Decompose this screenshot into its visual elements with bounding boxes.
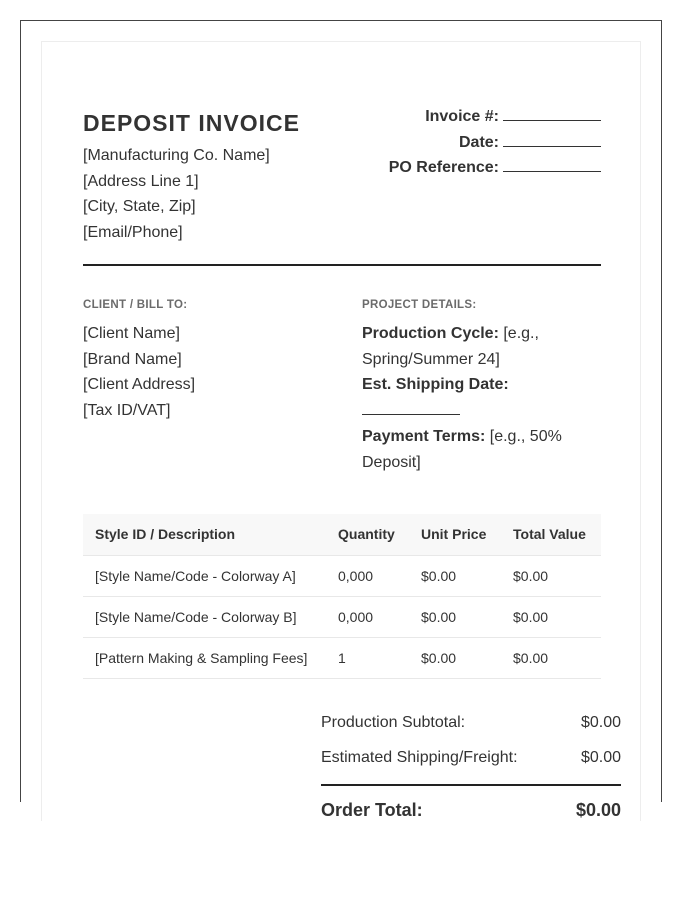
invoice-page — [41, 41, 641, 821]
order-total-value: $0.00 — [575, 800, 621, 820]
production-cycle-label: Production Cycle: — [362, 325, 499, 342]
company-address-line-1: [Address Line 1] — [83, 172, 199, 190]
row-unit-price: $0.00 — [409, 596, 501, 637]
row-total-value: $0.00 — [501, 596, 601, 637]
project-details — [362, 321, 602, 475]
row-total-value: $0.00 — [501, 637, 601, 678]
invoice-meta — [382, 104, 601, 181]
row-description: [Pattern Making & Sampling Fees] — [83, 637, 326, 678]
po-reference-blank[interactable] — [503, 157, 601, 172]
header-divider — [83, 264, 601, 266]
invoice-title: DEPOSIT INVOICE — [83, 110, 300, 136]
order-total-row — [321, 800, 621, 821]
payment-terms-line — [362, 424, 602, 450]
table-row — [83, 555, 601, 596]
production-cycle-line — [362, 321, 602, 347]
company-city-state-zip: [City, State, Zip] — [83, 198, 196, 216]
shipping-value: $0.00 — [580, 749, 621, 766]
client-name: [Client Name] — [83, 325, 180, 342]
subtotal-row — [321, 714, 621, 749]
date-blank[interactable] — [503, 132, 601, 147]
company-name: [Manufacturing Co. Name] — [83, 147, 270, 164]
company-contact: [Email/Phone] — [83, 224, 183, 242]
client-section-label: CLIENT / BILL TO: — [83, 299, 188, 311]
header-description: Style ID / Description — [83, 514, 326, 555]
payment-terms-value-1: [e.g., 50% — [489, 427, 562, 445]
shipping-date-label: Est. Shipping Date: — [362, 376, 509, 394]
client-info — [83, 321, 195, 424]
production-cycle-value-2: Spring/Summer 24] — [362, 350, 500, 368]
project-section-label: PROJECT DETAILS: — [362, 299, 477, 311]
row-unit-price: $0.00 — [409, 555, 501, 596]
invoice-number-blank[interactable] — [503, 106, 601, 121]
invoice-number-label: Invoice #: — [425, 108, 499, 125]
date-row — [382, 130, 601, 156]
brand-name: [Brand Name] — [83, 350, 182, 368]
subtotal-label: Production Subtotal: — [321, 714, 466, 731]
client-address: [Client Address] — [83, 376, 196, 394]
table-row — [83, 637, 601, 678]
invoice-number-row — [382, 104, 601, 130]
production-cycle-value-1: [e.g., — [503, 325, 539, 342]
payment-terms-label: Payment Terms: — [362, 427, 486, 445]
line-items-table — [83, 514, 601, 679]
shipping-date-blank-line — [362, 398, 602, 424]
row-total-value: $0.00 — [501, 555, 601, 596]
tax-id: [Tax ID/VAT] — [83, 402, 171, 420]
shipping-date-blank[interactable] — [362, 401, 460, 415]
header-unit-price: Unit Price — [409, 514, 501, 555]
table-row — [83, 596, 601, 637]
order-total-label: Order Total: — [321, 800, 423, 820]
date-label: Date: — [458, 133, 499, 151]
row-quantity: 0,000 — [326, 555, 409, 596]
totals-section — [321, 714, 621, 821]
subtotal-value: $0.00 — [580, 714, 621, 731]
row-quantity: 0,000 — [326, 596, 409, 637]
row-description: [Style Name/Code - Colorway B] — [83, 596, 326, 637]
row-quantity: 1 — [326, 637, 409, 678]
totals-divider — [321, 784, 621, 786]
po-reference-row — [382, 155, 601, 181]
document-frame — [20, 20, 662, 820]
table-header-row — [83, 514, 601, 555]
header-total-value: Total Value — [501, 514, 601, 555]
shipping-row — [321, 749, 621, 784]
po-reference-label: PO Reference: — [388, 159, 499, 176]
row-unit-price: $0.00 — [409, 637, 501, 678]
row-description: [Style Name/Code - Colorway A] — [83, 555, 326, 596]
company-info — [83, 143, 270, 246]
payment-terms-value-2: Deposit] — [362, 453, 421, 471]
header-quantity: Quantity — [326, 514, 409, 555]
shipping-label: Estimated Shipping/Freight: — [321, 749, 518, 766]
